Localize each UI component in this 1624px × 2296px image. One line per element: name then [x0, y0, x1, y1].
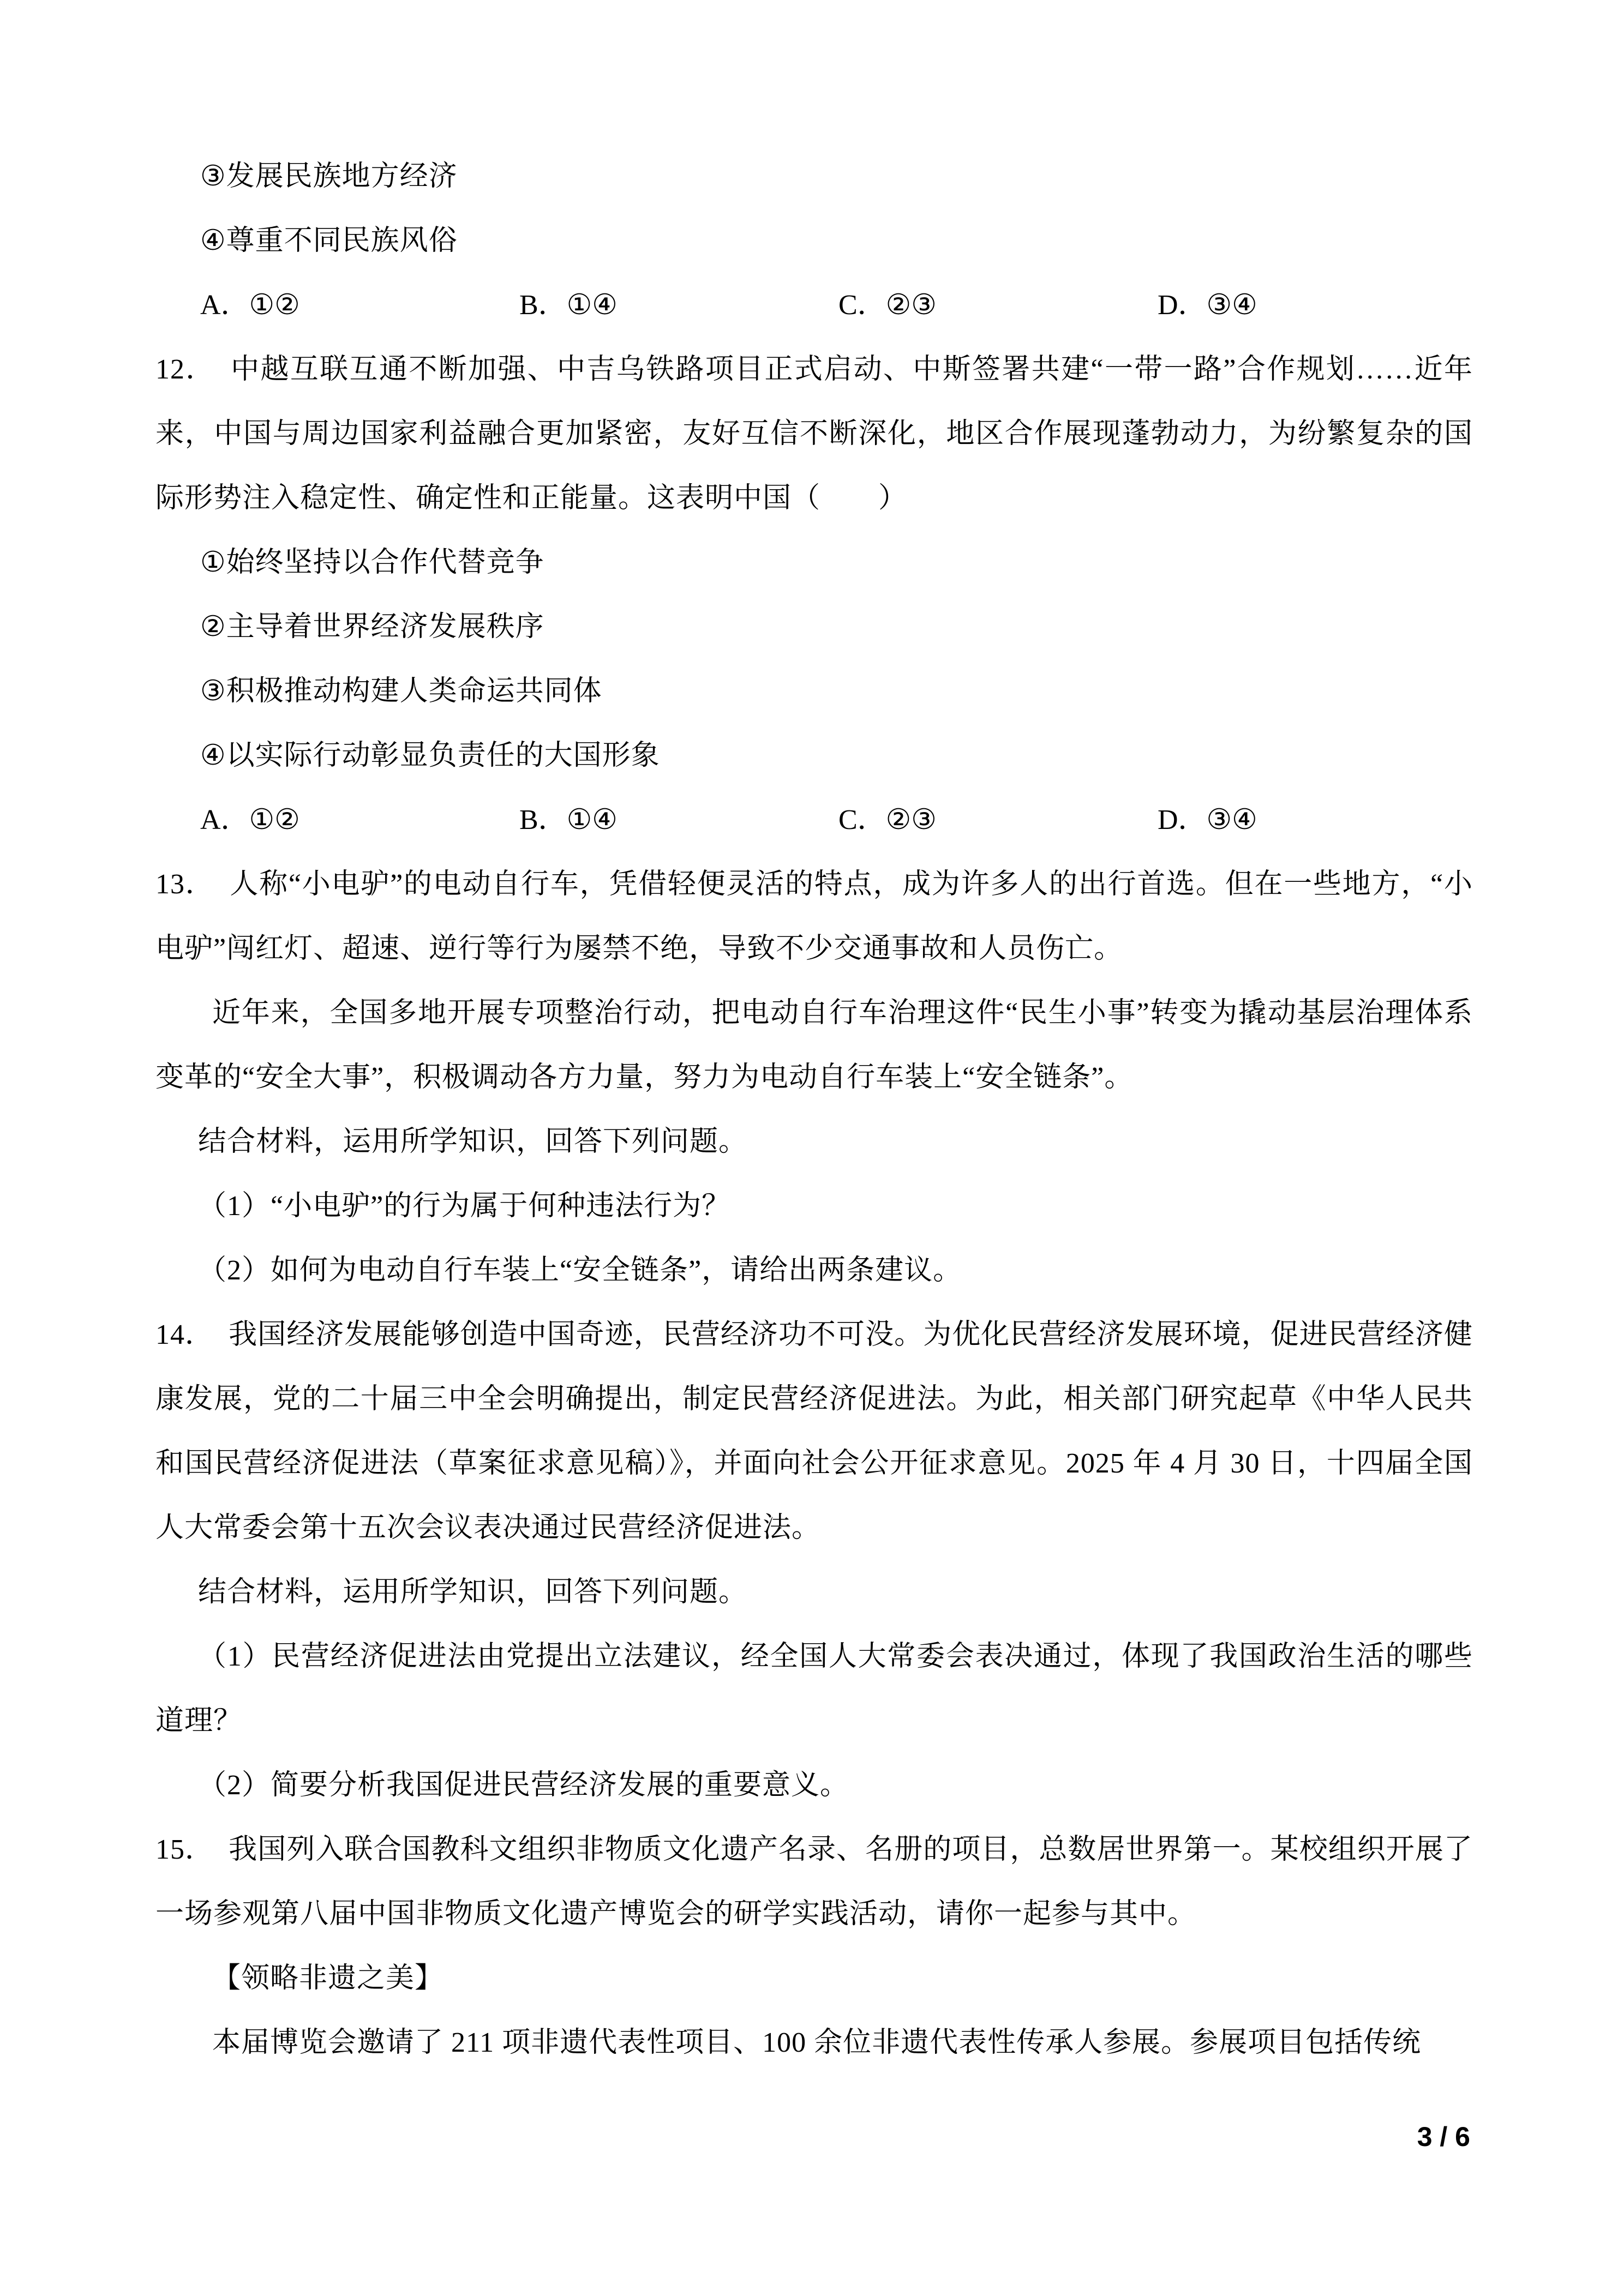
q12-choice-a: A．①②	[200, 804, 300, 836]
q14-subquestion-2: （2）简要分析我国促进民营经济发展的重要意义。	[198, 1770, 849, 1801]
q12-choice-b: B．①④	[519, 804, 618, 836]
q12-option-1: ①始终坚持以合作代替竞争	[200, 547, 544, 578]
q11-choice-c: C．②③	[838, 290, 937, 321]
q13-subquestion-1: （1）“小电驴”的行为属于何种违法行为？	[198, 1191, 731, 1222]
q11-choice-b: B．①④	[519, 290, 618, 321]
q14-lead-in: 结合材料，运用所学知识，回答下列问题。	[198, 1577, 748, 1608]
q13-lead-in: 结合材料，运用所学知识，回答下列问题。	[198, 1126, 748, 1157]
q15-section-header: 【领略非遗之美】	[212, 1963, 444, 1994]
q15-stem: 15． 我国列入联合国教科文组织非物质文化遗产名录、名册的项目，总数居世界第一。某校组织开展了一场参观第八届中国非物质文化遗产博览会的研学实践活动，请你一起参与其中。	[155, 1834, 1473, 1930]
q11-option-3: ③发展民族地方经济	[200, 161, 458, 192]
q15-paragraph-2: 本届博览会邀请了 211 项非遗代表性项目、100 余位非遗代表性传承人参展。参展项目包括传统	[212, 2027, 1422, 2058]
q13-paragraph-2: 近年来，全国多地开展专项整治行动，把电动自行车治理这件“民生小事”转变为撬动基层治理体系变革的“安全大事”，积极调动各方力量，努力为电动自行车装上“安全链条”。	[155, 997, 1473, 1093]
q11-choice-d: D．③④	[1158, 290, 1257, 321]
q12-option-4: ④以实际行动彰显负责任的大国形象	[200, 740, 660, 771]
q13-stem: 13． 人称“小电驴”的电动自行车，凭借轻便灵活的特点，成为许多人的出行首选。但在一些地方，“小电驴”闯红灯、超速、逆行等行为屡禁不绝，导致不少交通事故和人员伤亡。	[155, 869, 1473, 964]
q12-option-3: ③积极推动构建人类命运共同体	[200, 676, 602, 707]
q11-option-4: ④尊重不同民族风俗	[200, 225, 458, 256]
q11-choice-a: A．①②	[200, 290, 300, 321]
q11-choices-row	[155, 273, 1473, 338]
q14-stem: 14． 我国经济发展能够创造中国奇迹，民营经济功不可没。为优化民营经济发展环境，促进民营经济健康发展，党的二十届三中全会明确提出，制定民营经济促进法。为此，相关部门研究起草《中华人民共和国民营经济促进法（草案征求意见稿）》，并面向社会公开征求意见。2025 年 4 月 30 日，十四届全国人大常委会第十五次会议表决通过民营经济促进法。	[155, 1319, 1473, 1543]
q12-choice-c: C．②③	[838, 804, 937, 836]
q12-option-2: ②主导着世界经济发展秩序	[200, 611, 544, 642]
q13-subquestion-2: （2）如何为电动自行车装上“安全链条”，请给出两条建议。	[198, 1255, 962, 1286]
q12-stem: 12． 中越互联互通不断加强、中吉乌铁路项目正式启动、中斯签署共建“一带一路”合作规划……近年来，中国与周边国家利益融合更加紧密，友好互信不断深化，地区合作展现蓬勃动力，为纷繁复杂的国际形势注入稳定性、确定性和正能量。这表明中国（ ）	[155, 354, 1473, 514]
q12-choice-d: D．③④	[1158, 804, 1257, 836]
exam-content	[155, 145, 1473, 2075]
q14-subquestion-1: （1）民营经济促进法由党提出立法建议，经全国人大常委会表决通过，体现了我国政治生活的哪些道理？	[155, 1641, 1473, 1736]
q12-choices-row	[155, 788, 1473, 852]
page-number: 3 / 6	[1417, 2121, 1470, 2152]
